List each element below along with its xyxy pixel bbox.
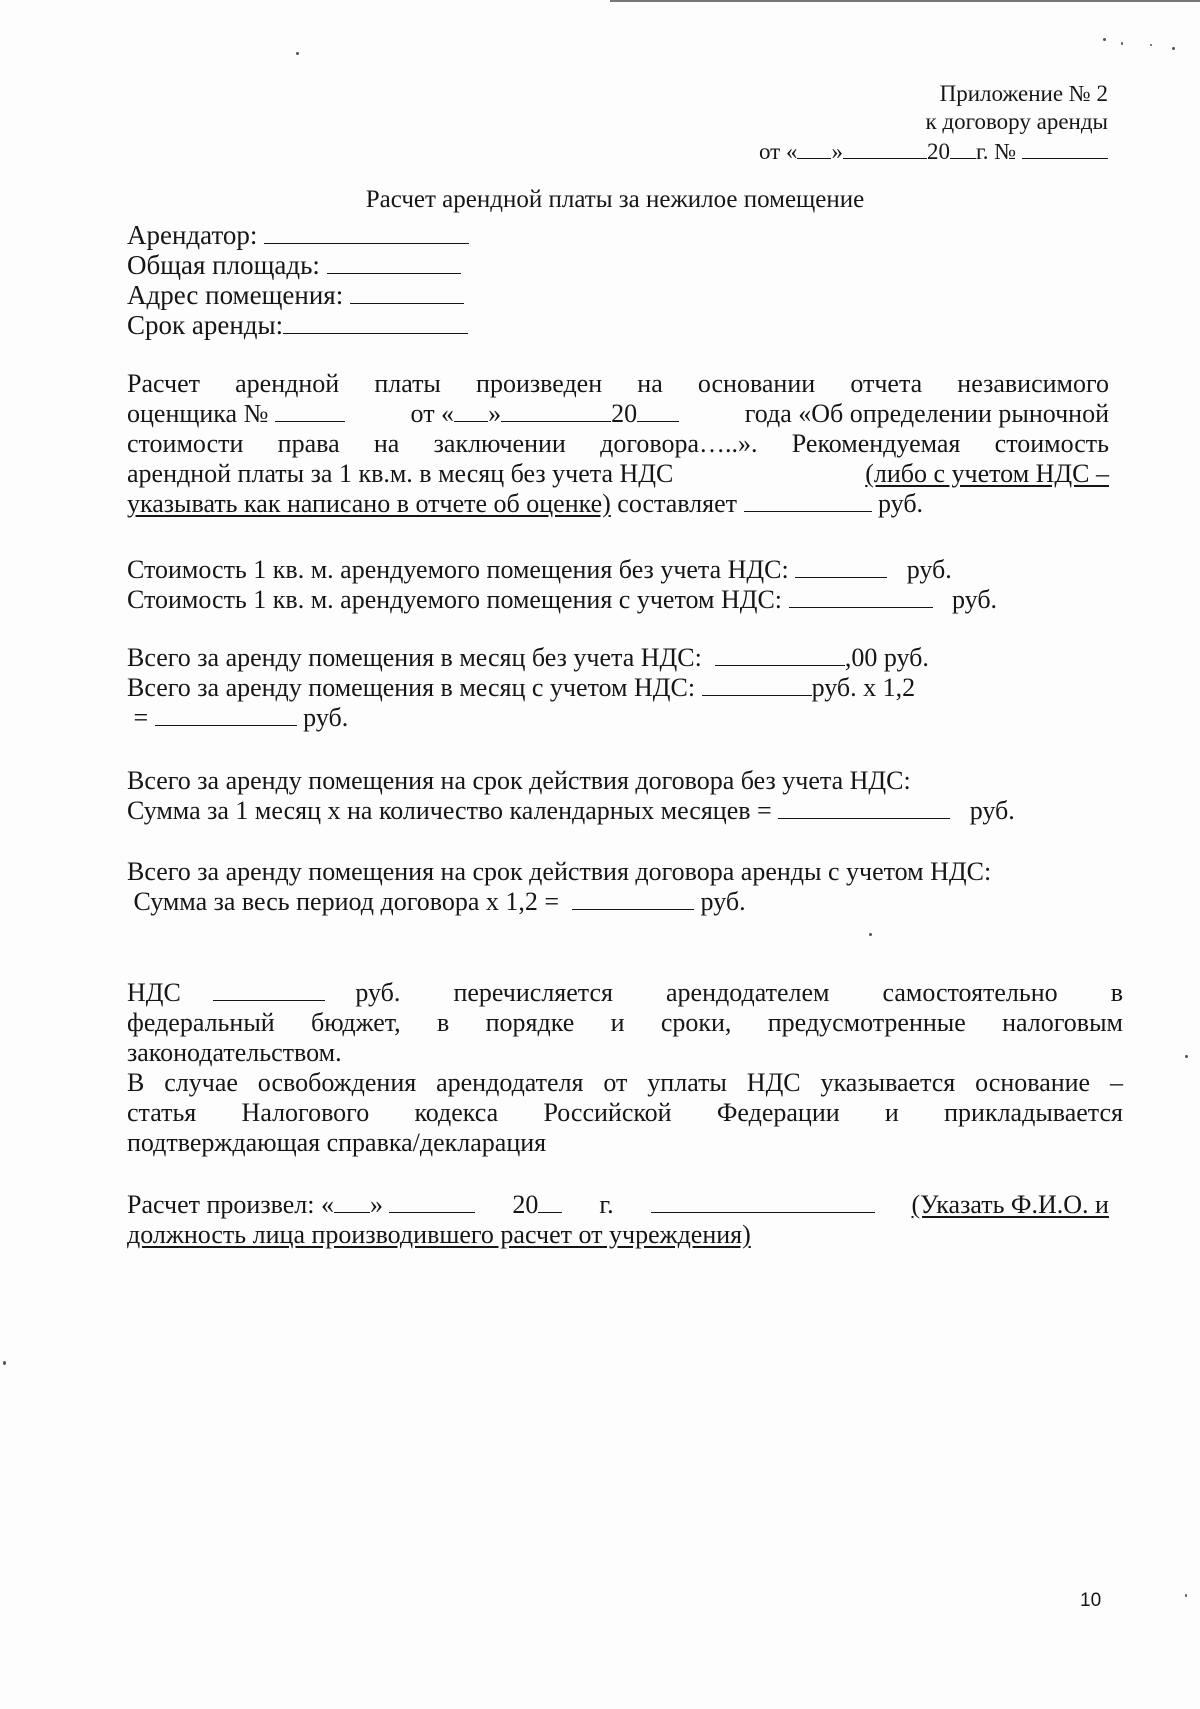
sqm-cost-with-vat-blank — [789, 585, 933, 608]
monthly-with-vat-blank — [702, 673, 812, 696]
calculation-signature: Расчет произвел: « » 20 г. (Указать Ф.И.О. и должность лица производившего расчет от учреждения) — [127, 1190, 1109, 1249]
vat-paragraph: НДС руб. перечисляется арендодателем самостоятельно в федеральный бюджет, в порядке и сроки, предусмотренные налоговым законодательством. В случае освобождения арендодателя от уплаты НДС указывается основание – статья Налогового кодекса Российской Федерации и прикладывается подтверждающая справка/декларация — [127, 978, 1123, 1157]
scan-speck — [869, 933, 872, 936]
scan-speck — [1185, 1594, 1187, 1597]
signature-day-blank — [334, 1190, 370, 1213]
year-blank — [950, 136, 976, 159]
vat-amount-blank — [213, 978, 325, 1001]
address-blank — [350, 281, 464, 304]
report-day-blank — [454, 399, 488, 422]
term-total-with-vat: Всего за аренду помещения на срок действия договора аренды с учетом НДС: Сумма за весь период договора х 1,2 = руб. — [127, 857, 992, 916]
area-blank — [327, 251, 461, 274]
appendix-number: Приложение № 2 — [939, 81, 1108, 106]
sqm-cost-no-vat-blank — [795, 555, 887, 578]
document-title: Расчет арендной платы за нежилое помещение — [365, 186, 865, 213]
monthly-totals: Всего за аренду помещения в месяц без учета НДС: ,00 руб. Всего за аренду помещения в месяц с учетом НДС: руб. х 1,2 = руб. — [127, 643, 929, 732]
term-with-vat-blank — [572, 887, 694, 910]
scan-speck — [1121, 42, 1123, 45]
term-total-no-vat: Всего за аренду помещения на срок действия договора без учета НДС: Сумма за 1 месяц х на количество календарных месяцев = руб. — [127, 766, 1015, 825]
page-number: 10 — [1080, 1590, 1102, 1611]
contract-number-blank — [1022, 136, 1108, 159]
tenant-field: Арендатор: — [127, 220, 469, 250]
scan-speck — [1172, 47, 1175, 50]
month-blank — [843, 136, 927, 159]
appraisal-paragraph: Расчет арендной платы произведен на основании отчета независимого оценщика № от « » 20 года «Об определении рыночной стоимости права на заключении договора…..». Рекомендуемая стоимость арендной платы за 1 кв.м. в месяц без учета НДС (либо с учетом НДС – указывать как написано в отчете об оценке) составляет руб. — [127, 369, 1109, 518]
address-field: Адрес помещения: — [127, 280, 469, 310]
term-no-vat-blank — [778, 796, 950, 819]
report-number-blank — [275, 399, 345, 422]
monthly-no-vat-blank — [715, 643, 845, 666]
scan-speck — [1185, 1055, 1188, 1058]
monthly-total-blank — [155, 703, 297, 726]
per-sqm-cost: Стоимость 1 кв. м. арендуемого помещения без учета НДС: руб. Стоимость 1 кв. м. арендуемого помещения с учетом НДС: руб. — [127, 555, 998, 614]
contract-date-line: от « » 20 г. № — [648, 136, 1108, 166]
scan-speck — [296, 52, 299, 55]
report-year-blank — [637, 399, 679, 422]
signatory-blank — [651, 1190, 875, 1213]
scan-speck — [1103, 38, 1106, 41]
term-field: Срок аренды: — [127, 310, 469, 340]
scan-speck — [1150, 44, 1152, 46]
day-blank — [797, 136, 831, 159]
term-blank — [283, 311, 468, 334]
scan-speck — [3, 1361, 6, 1365]
signature-year-blank — [538, 1190, 562, 1213]
report-month-blank — [501, 399, 611, 422]
scan-edge-line — [610, 0, 1200, 2]
appendix-header — [648, 80, 1108, 166]
area-field: Общая площадь: — [127, 250, 469, 280]
signature-month-blank — [389, 1190, 475, 1213]
rental-fields — [127, 220, 469, 340]
recommended-rate-blank — [744, 489, 872, 512]
tenant-blank — [264, 221, 469, 244]
contract-reference: к договору аренды — [925, 109, 1108, 134]
